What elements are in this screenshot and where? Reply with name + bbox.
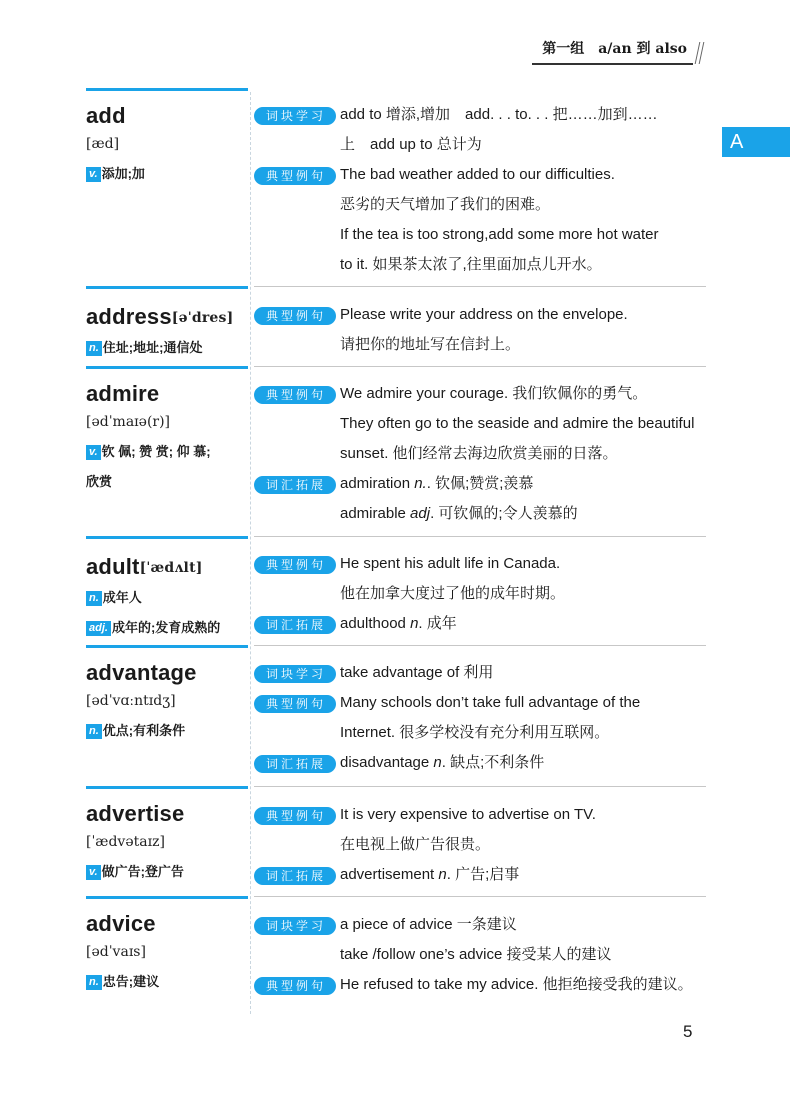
phonetic: [ˈædʌlt]	[139, 560, 203, 576]
phonetic: [ədˈvɑːntɪdʒ]	[86, 693, 176, 709]
example-row: 典型例句 The bad weather added to our difficulties.	[254, 160, 706, 190]
example-row: sunset. 他们经常去海边欣赏美丽的日落。	[340, 445, 618, 462]
pos-badge: v.	[86, 167, 101, 182]
headword-block	[86, 366, 248, 497]
example-row: 典型例句 It is very expensive to advertise on TV.	[254, 800, 706, 830]
pos-badge: v.	[86, 445, 101, 460]
header-rule	[532, 63, 693, 65]
headword: advertise	[86, 801, 185, 826]
pos-badge: adj.	[86, 621, 111, 636]
headword: advice	[86, 911, 156, 936]
headword-block	[86, 786, 248, 887]
headword-line	[86, 303, 248, 333]
example-row: Internet. 很多学校没有充分利用互联网。	[340, 724, 610, 741]
pos-badge: n.	[86, 975, 102, 990]
phonetic: [ədˈmaɪə(r)]	[86, 414, 171, 430]
headword: adult	[86, 554, 140, 579]
pos-badge: v.	[86, 865, 101, 880]
headword-line	[86, 553, 248, 583]
example-row: They often go to the seaside and admire the beautiful	[340, 415, 695, 432]
example-row: 恶劣的天气增加了我们的困难。	[340, 196, 551, 213]
phonetic: [əˈdres]	[171, 310, 234, 326]
usage-block	[254, 286, 706, 360]
pos-badge: n.	[86, 341, 102, 356]
definition: n. 成年人	[86, 583, 248, 613]
chunk-row: take /follow one’s advice 接受某人的建议	[340, 946, 612, 963]
example-tag: 典型例句	[254, 695, 336, 713]
definition: n. 优点;有利条件	[86, 716, 248, 746]
example-row: 典型例句 He refused to take my advice. 他拒绝接受我的建议。	[254, 970, 706, 1000]
phonetic: [ˈædvətaɪz]	[86, 834, 165, 850]
example-row: 在电视上做广告很贵。	[340, 836, 491, 853]
example-tag: 典型例句	[254, 386, 336, 404]
definition: v. 钦 佩; 赞 赏; 仰 慕;	[86, 437, 248, 467]
headword-block	[86, 536, 248, 643]
column-divider	[250, 92, 251, 1014]
chunk-tag: 词块学习	[254, 107, 336, 125]
example-tag: 典型例句	[254, 167, 336, 185]
example-row: If the tea is too strong,add some more hot water	[340, 226, 659, 243]
definition: adj. 成年的;发育成熟的	[86, 613, 248, 643]
phonetic: [ədˈvaɪs]	[86, 944, 146, 960]
headword-block	[86, 645, 248, 746]
definition: n. 住址;地址;通信处	[86, 333, 248, 363]
chunk-tag: 词块学习	[254, 665, 336, 683]
usage-block	[254, 896, 706, 1000]
vocab-row: 词汇拓展 admiration n.. 钦佩;赞赏;羡慕	[254, 469, 706, 499]
headword: admire	[86, 381, 160, 406]
example-tag: 典型例句	[254, 307, 336, 325]
example-row: 典型例句 Please write your address on the envelope.	[254, 300, 706, 330]
usage-block	[254, 88, 706, 280]
example-tag: 典型例句	[254, 556, 336, 574]
headword-block	[86, 88, 248, 189]
definition-continued: 欣赏	[86, 474, 113, 489]
header-title: 第一组 a/an 到 also	[542, 41, 687, 57]
definition: v. 添加;加	[86, 159, 248, 189]
example-row: 典型例句 He spent his adult life in Canada.	[254, 549, 706, 579]
phonetic: [æd]	[86, 136, 120, 152]
chunk-row: 词块学习 a piece of advice 一条建议	[254, 910, 706, 940]
example-tag: 典型例句	[254, 807, 336, 825]
example-row: 他在加拿大度过了他的成年时期。	[340, 585, 566, 602]
vocab-tag: 词汇拓展	[254, 616, 336, 634]
chunk-tag: 词块学习	[254, 917, 336, 935]
vocab-tag: 词汇拓展	[254, 867, 336, 885]
vocab-tag: 词汇拓展	[254, 476, 336, 494]
definition: n. 忠告;建议	[86, 967, 248, 997]
usage-block	[254, 366, 706, 529]
example-row: to it. 如果茶太浓了,往里面加点儿开水。	[340, 256, 602, 273]
example-row: 请把你的地址写在信封上。	[340, 336, 521, 353]
example-row: 典型例句 Many schools don’t take full advantage of the	[254, 688, 706, 718]
chunk-row: 上 add up to 总计为	[340, 136, 482, 153]
chunk-row: 词块学习 take advantage of 利用	[254, 658, 706, 688]
header-slash-mark	[695, 42, 705, 64]
pos-badge: n.	[86, 724, 102, 739]
headword-block	[86, 286, 248, 363]
vocab-tag: 词汇拓展	[254, 755, 336, 773]
page-number: 5	[683, 1022, 693, 1041]
letter-index-label: A	[730, 131, 744, 153]
vocab-row: 词汇拓展 advertisement n. 广告;启事	[254, 860, 706, 890]
example-tag: 典型例句	[254, 977, 336, 995]
definition: v. 做广告;登广告	[86, 857, 248, 887]
example-row: 典型例句 We admire your courage. 我们钦佩你的勇气。	[254, 379, 706, 409]
pos-badge: n.	[86, 591, 102, 606]
letter-index-tab[interactable]	[722, 127, 790, 157]
headword: add	[86, 103, 126, 128]
usage-block	[254, 536, 706, 639]
running-header	[520, 38, 705, 64]
headword-block	[86, 896, 248, 997]
usage-block	[254, 786, 706, 890]
headword: advantage	[86, 660, 197, 685]
vocab-row: 词汇拓展 adulthood n. 成年	[254, 609, 706, 639]
vocab-row: admirable adj. 可钦佩的;令人羡慕的	[340, 505, 578, 522]
chunk-row: 词块学习 add to 增添,增加 add. . . to. . . 把……加到……	[254, 100, 706, 130]
vocab-row: 词汇拓展 disadvantage n. 缺点;不利条件	[254, 748, 706, 778]
usage-block	[254, 645, 706, 778]
headword: address	[86, 304, 172, 329]
